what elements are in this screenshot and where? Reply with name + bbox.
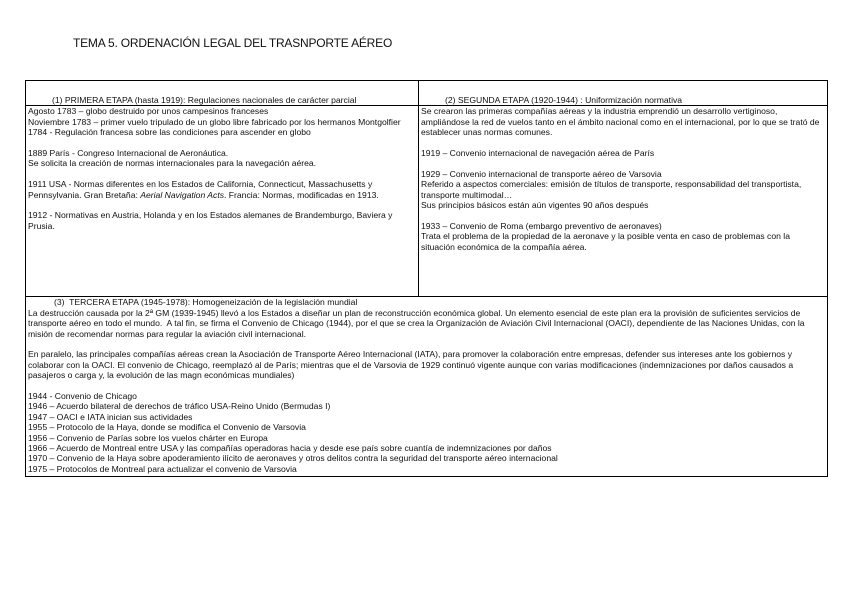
stage1-usa-paragraph [28, 179, 416, 200]
stage3-cell [26, 297, 828, 477]
stage1-paris-line: Se solicita la creación de normas internacionales para la navegación aérea. [28, 158, 317, 169]
stage1-1912: 1912 - Normativas en Austria, Holanda y en los Estados alemanes de Brandemburgo, Baviera y Prusia. [28, 210, 395, 231]
stage1-paris-line: 1889 París - Congreso Internacional de Aeronáutica. [28, 148, 229, 159]
timeline-item: 1966 – Acuerdo de Montreal entre USA y las compañías operadoras hacia y desde ese país sobre cuantía de indemnizaciones por daños [28, 443, 552, 454]
stage2-1929-text: Sus principios básicos están aún vigentes 90 años después [421, 200, 649, 211]
table-header-row [26, 81, 828, 106]
table-body-row [26, 106, 828, 297]
stages-table [25, 80, 828, 477]
stage3-header: (3) TERCERA ETAPA (1945-1978): Homogeneización de la legislación mundial [54, 297, 358, 308]
stage2-1919: 1919 – Convenio internacional de navegación aérea de París [421, 148, 655, 159]
stage1-header: (1) PRIMERA ETAPA (hasta 1919): Regulaciones nacionales de carácter parcial [26, 81, 419, 106]
stage2-intro: Se crearon las primeras compañías aéreas y la industria emprendió un desarrollo vertiginoso, ampliándose la red de vuelos tanto en el ámbito nacional como en el internacional, por lo que se trató de establecer unas normas comunes. [421, 106, 822, 138]
timeline-item: 1944 - Convenio de Chicago [28, 391, 137, 402]
stage3-paragraph: La destrucción causada por la 2ª GM (1939-1945) llevó a los Estados a diseñar un plan de reconstrucción económica global. Un elemento esencial de este plan era la provisión de suficientes servicios de transporte aéreo en todo el mundo. A tal fin, se firma el Convenio de Chicago (1944), por el que se crea la Organización de Aviación Civil Internacional (OACI), dependiente de las Naciones Unidas, con la misión de recomendar normas para regular la aviación civil internacional. [28, 307, 807, 339]
timeline-item: 1970 – Convenio de la Haya sobre apoderamiento ilícito de aeronaves y otros delitos contra la seguridad del transporte aéreo internacional [28, 453, 558, 464]
stage1-cell [26, 106, 419, 297]
stage3-paragraph: En paralelo, las principales compañías aéreas crean la Asociación de Transporte Aéreo Internacional (IATA), para promover la colaboración entre empresas, defender sus intereses ante los gobiernos y colaborar con la OACI. El convenio de Chicago, reemplazó al de París; mientras que el de Varsovia de 1929 continuó vigente aunque con varias modificaciones (indemnizaciones por daños causados a pasajeros o carga y, la evolución de las magn económicas mundiales) [28, 349, 796, 381]
timeline-item: 1975 – Protocolos de Montreal para actualizar el convenio de Varsovia [28, 463, 297, 474]
stage2-1933-title: 1933 – Convenio de Roma (embargo preventivo de aeronaves) [421, 220, 662, 231]
timeline-item: 1956 – Convenio de Parías sobre los vuelos chárter en Europa [28, 432, 268, 443]
stage1-line: 1784 - Regulación francesa sobre las condiciones para ascender en globo [28, 127, 311, 138]
stage3-row [26, 297, 828, 477]
stage2-1929-title: 1929 – Convenio internacional de transporte aéreo de Varsovia [421, 168, 662, 179]
stage1-line: Noviembre 1783 – primer vuelo tripulado de un globo libre fabricado por los hermanos Montgolfier [28, 116, 401, 127]
stage2-cell [419, 106, 828, 297]
stage1-usa-act: Aerial Navigation Acts [140, 189, 225, 200]
timeline-item: 1955 – Protocolo de la Haya, donde se modifica el Convenio de Varsovia [28, 422, 306, 433]
stage2-header: (2) SEGUNDA ETAPA (1920-1944) : Uniformización normativa [419, 81, 828, 106]
stage1-usa-text: 1911 USA - Normas diferentes en los Estados de California, Connecticut, Massachusetts y Pennsylvania. Gran Bretaña: [28, 179, 375, 200]
stage3-timeline [28, 391, 825, 474]
page-title: TEMA 5. ORDENACIÓN LEGAL DEL TRASNPORTE AÉREO [73, 36, 393, 50]
stage1-line: Agosto 1783 – globo destruido por unos campesinos franceses [28, 106, 269, 117]
stage2-1929-text: Referido a aspectos comerciales: emisión de títulos de transporte, responsabilidad del transportista, transporte multimodal… [421, 179, 804, 200]
timeline-item: 1946 – Acuerdo bilateral de derechos de tráfico USA-Reino Unido (Bermudas I) [28, 401, 331, 412]
stage2-1933-text: Trata el problema de la propiedad de la aeronave y la posible venta en caso de problemas con la situación económica de la compañía aérea. [421, 231, 793, 252]
timeline-item: 1947 – OACI e IATA inician sus actividades [28, 411, 193, 422]
stage1-usa-text: . Francia: Normas, modificadas en 1913. [224, 189, 379, 200]
